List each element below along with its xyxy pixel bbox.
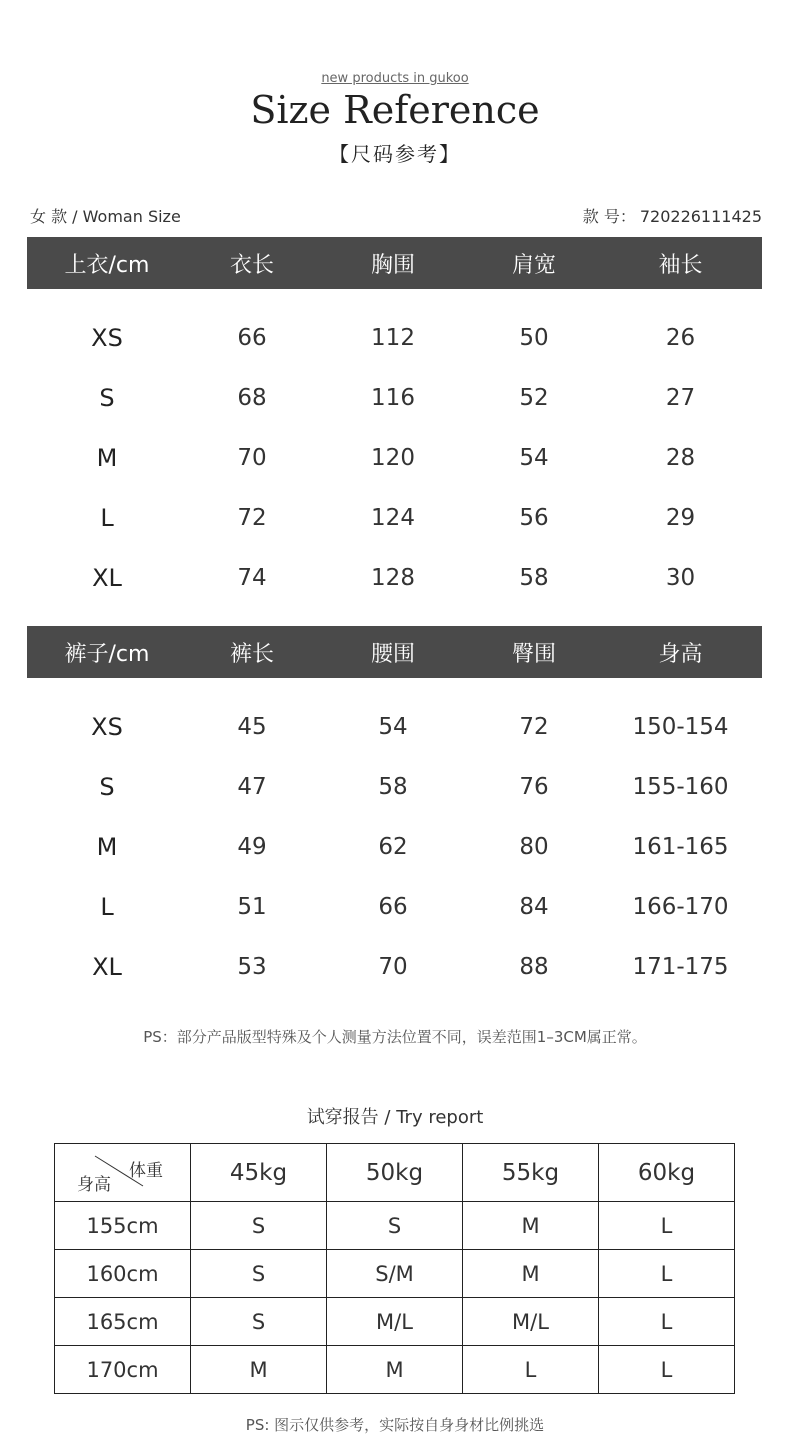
value-cell: 47	[237, 774, 267, 800]
value-cell: 70	[378, 954, 408, 980]
value-cell: 58	[519, 565, 549, 591]
size-cell: S/M	[327, 1250, 463, 1298]
value-cell: 58	[378, 774, 408, 800]
value-cell: 112	[371, 325, 415, 351]
size-cell: L	[100, 893, 114, 921]
size-cell: S	[99, 384, 115, 412]
size-cell: XL	[92, 564, 122, 592]
size-cell: M/L	[327, 1298, 463, 1346]
try-report-row	[55, 1250, 735, 1298]
size-cell: M	[96, 444, 118, 472]
value-cell: 49	[237, 834, 267, 860]
size-cell: S	[191, 1298, 327, 1346]
corner-height-label: 身高	[77, 1175, 111, 1195]
value-cell: 50	[519, 325, 549, 351]
value-cell: 84	[519, 894, 549, 920]
size-cell: XS	[91, 713, 123, 741]
value-cell: 155-160	[632, 774, 729, 800]
gender-size-label: 女 款 / Woman Size	[30, 207, 181, 226]
value-cell: 116	[371, 385, 415, 411]
value-cell: 120	[371, 445, 415, 471]
size-cell: M	[191, 1346, 327, 1394]
pants-row	[27, 757, 762, 817]
value-cell: 26	[665, 325, 696, 351]
value-cell: 29	[665, 505, 696, 531]
pants-header-cell: 臀围	[511, 641, 556, 667]
value-cell: 56	[519, 505, 549, 531]
value-cell: 80	[519, 834, 549, 860]
value-cell: 68	[237, 385, 267, 411]
pants-row	[27, 877, 762, 937]
value-cell: 76	[519, 774, 549, 800]
value-cell: 30	[665, 565, 696, 591]
size-cell: L	[100, 504, 114, 532]
try-report-row	[55, 1298, 735, 1346]
weight-header: 55kg	[463, 1144, 599, 1202]
value-cell: 70	[237, 445, 267, 471]
value-cell: 66	[237, 325, 267, 351]
height-cell: 165cm	[55, 1298, 191, 1346]
size-cell: M	[463, 1202, 599, 1250]
value-cell: 72	[519, 714, 549, 740]
tops-header-cell: 袖长	[658, 252, 703, 278]
size-cell: L	[599, 1202, 735, 1250]
size-cell: M	[327, 1346, 463, 1394]
tops-row	[27, 488, 762, 548]
try-report-row	[55, 1346, 735, 1394]
page-subtitle: 【尺码参考】	[329, 142, 461, 166]
weight-header: 50kg	[327, 1144, 463, 1202]
value-cell: 54	[519, 445, 549, 471]
pants-header-cell: 裤子/cm	[64, 641, 150, 667]
size-cell: L	[599, 1298, 735, 1346]
pants-header-cell: 腰围	[370, 641, 415, 667]
value-cell: 53	[237, 954, 267, 980]
height-cell: 155cm	[55, 1202, 191, 1250]
pants-row	[27, 937, 762, 997]
height-cell: 160cm	[55, 1250, 191, 1298]
size-cell: S	[191, 1250, 327, 1298]
size-cell: XL	[92, 953, 122, 981]
size-cell: M	[96, 833, 118, 861]
style-number-value: 720226111425	[639, 207, 762, 226]
value-cell: 88	[519, 954, 549, 980]
pants-row	[27, 817, 762, 877]
value-cell: 54	[378, 714, 408, 740]
try-report-note: PS: 图示仅供参考，实际按自身身材比例挑选	[245, 1416, 545, 1434]
value-cell: 128	[371, 565, 415, 591]
page-title: Size Reference	[250, 88, 540, 132]
corner-cell	[55, 1144, 191, 1202]
value-cell: 74	[237, 565, 267, 591]
value-cell: 171-175	[632, 954, 729, 980]
tops-header-cell: 上衣/cm	[64, 252, 150, 278]
value-cell: 124	[371, 505, 415, 531]
weight-header: 45kg	[191, 1144, 327, 1202]
size-cell: S	[327, 1202, 463, 1250]
style-number-label: 款 号：	[582, 207, 636, 226]
weight-header: 60kg	[599, 1144, 735, 1202]
try-report-title: 试穿报告 / Try report	[306, 1107, 484, 1128]
tagline: new products in gukoo	[321, 71, 469, 86]
tops-row	[27, 548, 762, 608]
value-cell: 66	[378, 894, 408, 920]
value-cell: 150-154	[632, 714, 729, 740]
value-cell: 52	[519, 385, 549, 411]
pants-header-row	[27, 626, 762, 678]
size-cell: L	[463, 1346, 599, 1394]
size-cell: S	[191, 1202, 327, 1250]
size-cell: M/L	[463, 1298, 599, 1346]
pants-header-cell: 裤长	[229, 641, 274, 667]
size-cell: L	[599, 1250, 735, 1298]
value-cell: 166-170	[632, 894, 729, 920]
try-report-header-row	[55, 1144, 735, 1202]
corner-weight-label: 体重	[129, 1161, 163, 1181]
style-number	[579, 204, 762, 227]
pants-header-cell: 身高	[658, 641, 703, 667]
value-cell: 161-165	[632, 834, 729, 860]
try-report-table	[54, 1143, 735, 1394]
measurement-note: PS：部分产品版型特殊及个人测量方法位置不同，误差范围1–3CM属正常。	[143, 1028, 647, 1046]
value-cell: 72	[237, 505, 267, 531]
size-cell: S	[99, 773, 115, 801]
value-cell: 28	[665, 445, 696, 471]
diagonal-divider	[55, 1144, 190, 1201]
tops-header-cell: 肩宽	[511, 252, 556, 278]
pants-row	[27, 697, 762, 757]
value-cell: 51	[237, 894, 267, 920]
tops-row	[27, 308, 762, 368]
tops-header-row	[27, 237, 762, 289]
try-report-row	[55, 1202, 735, 1250]
value-cell: 45	[237, 714, 267, 740]
size-cell: XS	[91, 324, 123, 352]
value-cell: 27	[665, 385, 696, 411]
tops-row	[27, 368, 762, 428]
size-cell: L	[599, 1346, 735, 1394]
tops-header-cell: 衣长	[229, 252, 274, 278]
tops-header-cell: 胸围	[370, 252, 415, 278]
tops-row	[27, 428, 762, 488]
value-cell: 62	[378, 834, 408, 860]
size-cell: M	[463, 1250, 599, 1298]
height-cell: 170cm	[55, 1346, 191, 1394]
